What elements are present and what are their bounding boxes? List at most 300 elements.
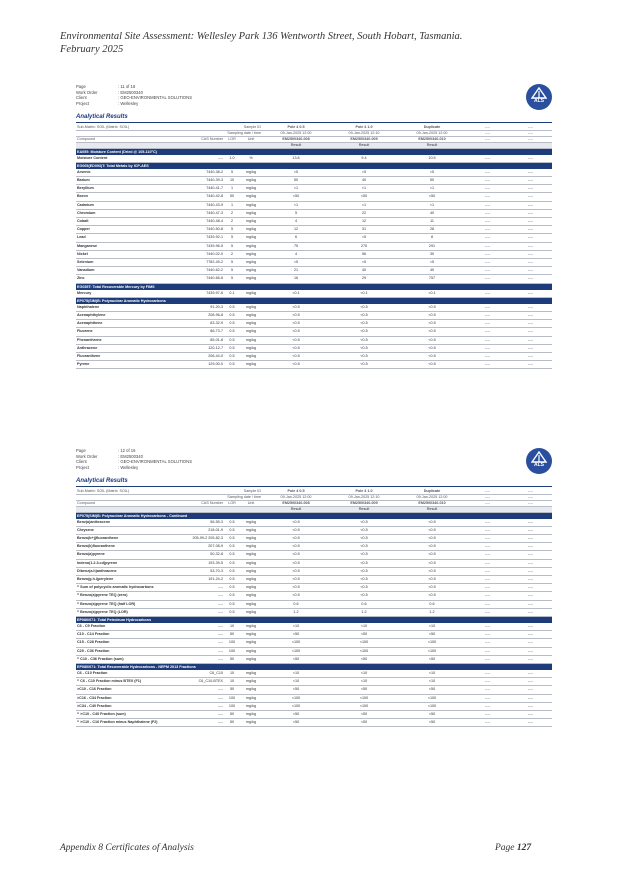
analyte-name: Boron — [76, 193, 180, 201]
table-row — [76, 719, 552, 727]
sample-name: Duplicate — [398, 125, 466, 131]
cas-number: ---- — [180, 702, 224, 710]
cas-number: ---- — [180, 694, 224, 702]
unit-value: mg/kg — [240, 267, 262, 275]
cas-header: CAS Number — [180, 137, 224, 143]
footer-appendix: Appendix 8 Certificates of Analysis — [60, 843, 194, 853]
blank-col: ---- — [466, 678, 509, 686]
cas-number: 205-99-2 205-82-3 — [180, 534, 224, 542]
result-value: <0.5 — [262, 320, 330, 328]
unit-value: mg/kg — [240, 600, 262, 608]
analyte-name: Pyrene — [76, 361, 180, 369]
analyte-name: Benzo(a)pyrene — [76, 551, 180, 559]
result-value: <0.5 — [262, 304, 330, 312]
result-value: <5 — [330, 258, 398, 266]
result-value: 10.5 — [398, 155, 466, 163]
blank-col: ---- — [509, 584, 552, 592]
meta-key: Page — [76, 84, 86, 89]
lor-value: 2 — [224, 217, 240, 225]
blank-col: ---- — [509, 169, 552, 177]
blank-col: ---- — [509, 639, 552, 647]
cas-number: ---- — [180, 686, 224, 694]
cas-number: 7439-92-1 — [180, 234, 224, 242]
table-row — [76, 592, 552, 600]
result-value: <100 — [262, 647, 330, 655]
table-row — [76, 670, 552, 678]
lab-id: EM2500340-009 — [330, 501, 398, 507]
lor-value: 0.5 — [224, 608, 240, 616]
unit-header: Unit — [240, 501, 262, 507]
blank-col: ---- — [509, 501, 552, 507]
result-value: <5 — [262, 169, 330, 177]
matrix-label: Sub-Matrix: SOIL (Matrix: SOIL) — [76, 125, 224, 131]
result-value: <0.5 — [398, 344, 466, 352]
blank-col: ---- — [466, 290, 509, 298]
blank-col: ---- — [509, 567, 552, 575]
blank-col: ---- — [509, 344, 552, 352]
meta-key: Client — [76, 95, 87, 101]
logo-text: ALS — [534, 98, 544, 104]
analyte-name: Fluorene — [76, 328, 180, 336]
result-value: 0.6 — [330, 600, 398, 608]
meta-key: Project — [76, 100, 90, 106]
lor-value: 0.1 — [224, 290, 240, 298]
result-value: 757 — [398, 275, 466, 283]
als-logo — [526, 448, 552, 474]
blank-col: ---- — [466, 344, 509, 352]
result-value: 11 — [398, 217, 466, 225]
section-title: EP080/071: Total Recoverable Hydrocarbons - NEPM 2013 Fractions — [76, 663, 552, 670]
result-value: <0.5 — [262, 352, 330, 360]
result-value: <0.5 — [262, 543, 330, 551]
unit-value: mg/kg — [240, 543, 262, 551]
blank-col: ---- — [466, 551, 509, 559]
blank-col: ---- — [466, 655, 509, 663]
unit-value: mg/kg — [240, 519, 262, 527]
blank-col: ---- — [509, 551, 552, 559]
report-meta — [76, 448, 192, 470]
als-logo — [526, 84, 552, 110]
analyte-name: Anthracene — [76, 344, 180, 352]
result-value: <0.5 — [330, 336, 398, 344]
blank-col: ---- — [466, 710, 509, 718]
result-value: 275 — [330, 242, 398, 250]
table-row — [76, 686, 552, 694]
sample-date: 09-Jan-2025 12:00 — [262, 495, 330, 501]
result-value: <1 — [398, 185, 466, 193]
analyte-name: Chromium — [76, 209, 180, 217]
cas-number: 193-39-5 — [180, 559, 224, 567]
meta-value: EM2500340 — [120, 453, 143, 459]
analyte-name: Moisture Content — [76, 155, 180, 163]
result-value: 6 — [262, 234, 330, 242]
analyte-name: Acenaphthylene — [76, 311, 180, 319]
meta-colon: : — [118, 89, 121, 95]
blank-col: ---- — [509, 678, 552, 686]
unit-value: mg/kg — [240, 169, 262, 177]
result-label: Result — [262, 143, 330, 149]
footer-page-number — [495, 843, 531, 853]
result-value: <10 — [398, 670, 466, 678]
table-row — [76, 534, 552, 542]
table-row — [76, 623, 552, 631]
analyte-name: Naphthalene — [76, 304, 180, 312]
cas-number: C6_C10 — [180, 670, 224, 678]
blank-col: ---- — [509, 311, 552, 319]
result-value: <1 — [398, 201, 466, 209]
result-value: 13.8 — [262, 155, 330, 163]
table-row — [76, 242, 552, 250]
result-value: <0.5 — [262, 519, 330, 527]
blank-col: ---- — [466, 267, 509, 275]
result-value: <0.5 — [330, 304, 398, 312]
table-row — [76, 575, 552, 583]
table-row — [76, 543, 552, 551]
meta-value: Wellesley — [120, 464, 139, 470]
result-value: <100 — [330, 702, 398, 710]
blank-col: ---- — [509, 631, 552, 639]
lor-value: 2 — [224, 250, 240, 258]
result-value: <0.5 — [398, 534, 466, 542]
result-value: 12 — [262, 226, 330, 234]
analyte-name: Benzo(b+j)fluoranthene — [76, 534, 180, 542]
result-value: <0.5 — [398, 352, 466, 360]
result-value: <50 — [398, 631, 466, 639]
result-value: <10 — [262, 623, 330, 631]
unit-value: mg/kg — [240, 304, 262, 312]
result-value: <0.5 — [262, 311, 330, 319]
blank-col: ---- — [509, 131, 552, 137]
blank-col: ---- — [509, 352, 552, 360]
result-value: <0.5 — [262, 584, 330, 592]
cas-number: 56-55-3 — [180, 519, 224, 527]
lor-value: 50 — [224, 710, 240, 718]
sampling-label: Sampling date / time — [224, 131, 262, 137]
result-value: <0.5 — [330, 526, 398, 534]
result-value: <0.5 — [398, 320, 466, 328]
analyte-name: ^ Benzo(a)pyrene TEQ (zero) — [76, 592, 180, 600]
result-value: 0.6 — [262, 600, 330, 608]
analyte-name: Nickel — [76, 250, 180, 258]
blank-col: ---- — [466, 575, 509, 583]
blank-col: ---- — [509, 258, 552, 266]
result-value: <100 — [398, 639, 466, 647]
result-value: 12 — [330, 217, 398, 225]
unit-value: mg/kg — [240, 185, 262, 193]
lor-value: 0.5 — [224, 304, 240, 312]
meta-value: GEO-ENVIRONMENTAL SOLUTIONS — [120, 459, 192, 465]
result-value: <5 — [330, 169, 398, 177]
analyte-name: ^ >C10 - C40 Fraction (sum) — [76, 710, 180, 718]
cas-number: 7440-38-2 — [180, 169, 224, 177]
sample-date: 09-Jan-2025 12:00 — [262, 131, 330, 137]
table-row — [76, 631, 552, 639]
blank-col: ---- — [466, 719, 509, 727]
table-row — [76, 290, 552, 298]
cas-number: 53-70-3 — [180, 567, 224, 575]
blank-col: ---- — [509, 176, 552, 184]
unit-value: mg/kg — [240, 575, 262, 583]
blank-col: ---- — [509, 543, 552, 551]
unit-value: mg/kg — [240, 193, 262, 201]
result-value: <50 — [398, 710, 466, 718]
result-value: <5 — [398, 258, 466, 266]
table-row — [76, 275, 552, 283]
result-value: 50 — [262, 176, 330, 184]
blank-col: ---- — [509, 336, 552, 344]
unit-value: mg/kg — [240, 608, 262, 616]
analyte-name: ^ Sum of polycyclic aromatic hydrocarbons — [76, 584, 180, 592]
result-value: 28 — [398, 226, 466, 234]
section-title: EG005(ED093)T: Total Metals by ICP-AES — [76, 162, 552, 169]
unit-value: mg/kg — [240, 226, 262, 234]
table-row — [76, 169, 552, 177]
blank-col: ---- — [509, 608, 552, 616]
blank-col: ---- — [509, 623, 552, 631]
blank-col: ---- — [466, 311, 509, 319]
lor-header: LOR — [224, 137, 240, 143]
lor-value: 5 — [224, 169, 240, 177]
unit-value: mg/kg — [240, 526, 262, 534]
unit-value: mg/kg — [240, 234, 262, 242]
blank-col: ---- — [509, 592, 552, 600]
lor-value: 50 — [224, 655, 240, 663]
lor-value: 0.5 — [224, 575, 240, 583]
result-value: <0.5 — [398, 336, 466, 344]
result-value: <100 — [398, 702, 466, 710]
blank-col: ---- — [466, 534, 509, 542]
result-value: <0.5 — [398, 328, 466, 336]
cas-number: ---- — [180, 719, 224, 727]
lor-value: 0.5 — [224, 361, 240, 369]
unit-value: mg/kg — [240, 710, 262, 718]
cas-number: 86-73-7 — [180, 328, 224, 336]
blank-col: ---- — [466, 352, 509, 360]
cas-number: 7440-43-9 — [180, 201, 224, 209]
table-row — [76, 304, 552, 312]
result-value: <100 — [262, 702, 330, 710]
unit-value: mg/kg — [240, 258, 262, 266]
analyte-name: Lead — [76, 234, 180, 242]
unit-value: mg/kg — [240, 275, 262, 283]
result-value: <0.5 — [330, 584, 398, 592]
section-title: EP075(SIM)B: Polynuclear Aromatic Hydrocarbons - Continued — [76, 512, 552, 519]
table-row — [76, 155, 552, 163]
result-value: <10 — [330, 670, 398, 678]
meta-line — [76, 101, 192, 107]
unit-value: mg/kg — [240, 623, 262, 631]
lor-value: 1.0 — [224, 155, 240, 163]
analyte-name: Cobalt — [76, 217, 180, 225]
table-row — [76, 608, 552, 616]
analyte-name: C15 - C28 Fraction — [76, 639, 180, 647]
blank-col: ---- — [509, 559, 552, 567]
result-value: <50 — [398, 719, 466, 727]
lor-value: 0.5 — [224, 559, 240, 567]
analyte-name: Manganese — [76, 242, 180, 250]
certificate-page-11 — [72, 84, 552, 367]
meta-key: Work Order — [76, 453, 98, 459]
table-row — [76, 655, 552, 663]
lor-value: 0.5 — [224, 551, 240, 559]
blank-col: ---- — [466, 131, 509, 137]
blank-col: ---- — [509, 702, 552, 710]
certificate-page-12 — [72, 448, 552, 828]
blank-col: ---- — [466, 584, 509, 592]
cas-number: ---- — [180, 623, 224, 631]
meta-colon: : — [118, 464, 121, 470]
lor-value: 10 — [224, 678, 240, 686]
result-value: 40 — [398, 209, 466, 217]
unit-value: mg/kg — [240, 551, 262, 559]
blank-col: ---- — [466, 519, 509, 527]
result-value: <0.5 — [398, 559, 466, 567]
result-value: <50 — [330, 631, 398, 639]
cas-number: 129-00-0 — [180, 361, 224, 369]
blank-col: ---- — [466, 320, 509, 328]
sample-id-label: Sample ID — [224, 489, 262, 495]
analyte-name: ^ Benzo(a)pyrene TEQ (LOR) — [76, 608, 180, 616]
lor-value: 100 — [224, 647, 240, 655]
blank-col: ---- — [466, 543, 509, 551]
cas-number: 7440-47-3 — [180, 209, 224, 217]
unit-value: mg/kg — [240, 631, 262, 639]
sample-id-label: Sample ID — [224, 125, 262, 131]
table-row — [76, 702, 552, 710]
blank-col: ---- — [466, 592, 509, 600]
result-value: <0.5 — [330, 575, 398, 583]
blank-col: ---- — [509, 686, 552, 694]
result-value: <0.5 — [398, 526, 466, 534]
unit-value: mg/kg — [240, 242, 262, 250]
table-row — [76, 267, 552, 275]
result-value: <1 — [330, 185, 398, 193]
lor-value: 0.5 — [224, 584, 240, 592]
lor-value: 5 — [224, 267, 240, 275]
blank-col: ---- — [509, 193, 552, 201]
result-value: 16 — [262, 275, 330, 283]
lor-value: 50 — [224, 631, 240, 639]
meta-value: 11 of 16 — [120, 84, 136, 89]
table-row — [76, 311, 552, 319]
table-row — [76, 176, 552, 184]
unit-value: mg/kg — [240, 328, 262, 336]
cas-number: 7440-42-8 — [180, 193, 224, 201]
unit-value: mg/kg — [240, 584, 262, 592]
sample-date: 09-Jan-2025 12:10 — [330, 495, 398, 501]
result-value: 4 — [262, 250, 330, 258]
result-label: Result — [330, 507, 398, 513]
meta-colon: : — [118, 84, 121, 89]
meta-colon: : — [118, 453, 121, 459]
result-value: 8 — [398, 234, 466, 242]
lor-value: 0.5 — [224, 519, 240, 527]
analyte-name: Arsenic — [76, 169, 180, 177]
blank-col: ---- — [466, 275, 509, 283]
result-value: 40 — [330, 176, 398, 184]
table-row — [76, 201, 552, 209]
result-value: <0.5 — [398, 311, 466, 319]
result-value: <50 — [330, 193, 398, 201]
blank-col: ---- — [466, 639, 509, 647]
blank-col: ---- — [466, 226, 509, 234]
sampling-label: Sampling date / time — [224, 495, 262, 501]
table-row — [76, 567, 552, 575]
result-value: <50 — [262, 655, 330, 663]
blank-col: ---- — [509, 489, 552, 495]
result-value: <0.5 — [262, 575, 330, 583]
lor-value: 5 — [224, 258, 240, 266]
result-value: <0.1 — [262, 290, 330, 298]
table-row — [76, 559, 552, 567]
blank-col: ---- — [466, 559, 509, 567]
result-value: <10 — [262, 670, 330, 678]
cas-number: 91-20-3 — [180, 304, 224, 312]
analyte-name: >C10 - C16 Fraction — [76, 686, 180, 694]
blank-col: ---- — [466, 328, 509, 336]
analyte-name: >C34 - C40 Fraction — [76, 702, 180, 710]
analyte-name: Dibenz(a.h)anthracene — [76, 567, 180, 575]
cas-number: 191-24-2 — [180, 575, 224, 583]
result-value: <50 — [398, 193, 466, 201]
analytical-results-title: Analytical Results — [76, 478, 128, 484]
lor-value: 0.5 — [224, 526, 240, 534]
analyte-name: C10 - C14 Fraction — [76, 631, 180, 639]
blank-col: ---- — [509, 290, 552, 298]
result-value: <0.5 — [398, 567, 466, 575]
cas-number: 207-08-9 — [180, 543, 224, 551]
unit-value: mg/kg — [240, 686, 262, 694]
section-title: EP075(SIM)B: Polynuclear Aromatic Hydrocarbons — [76, 297, 552, 304]
analyte-name: Phenanthrene — [76, 336, 180, 344]
blank-col: ---- — [509, 328, 552, 336]
blank-col: ---- — [509, 125, 552, 131]
sample-date: 09-Jan-2025 12:00 — [398, 495, 466, 501]
analyte-name: C6 - C9 Fraction — [76, 623, 180, 631]
unit-value: % — [240, 155, 262, 163]
result-label: Result — [398, 507, 466, 513]
lor-value: 0.5 — [224, 328, 240, 336]
blank-col: ---- — [466, 234, 509, 242]
unit-value: mg/kg — [240, 311, 262, 319]
blank-col: ---- — [509, 155, 552, 163]
blank-col: ---- — [466, 201, 509, 209]
blank-col: ---- — [509, 242, 552, 250]
lor-value: 1 — [224, 185, 240, 193]
blank-col: ---- — [466, 209, 509, 217]
result-value: <0.5 — [398, 584, 466, 592]
analyte-name: Chrysene — [76, 526, 180, 534]
analyte-name: Zinc — [76, 275, 180, 283]
blank-col: ---- — [509, 670, 552, 678]
matrix-label: Sub-Matrix: SOIL (Matrix: SOIL) — [76, 489, 224, 495]
cas-number: ---- — [180, 592, 224, 600]
lab-id: EM2500340-010 — [398, 137, 466, 143]
table-row — [76, 336, 552, 344]
result-value: <50 — [262, 710, 330, 718]
analyte-name: Mercury — [76, 290, 180, 298]
analyte-name: C6 - C10 Fraction — [76, 670, 180, 678]
table-row — [76, 193, 552, 201]
result-value: <0.5 — [330, 567, 398, 575]
result-value: <100 — [262, 694, 330, 702]
meta-value: Wellesley — [120, 100, 139, 106]
lor-value: 50 — [224, 193, 240, 201]
result-value: 1.2 — [262, 608, 330, 616]
result-value: <0.5 — [398, 575, 466, 583]
blank-col: ---- — [509, 320, 552, 328]
lor-value: 5 — [224, 234, 240, 242]
